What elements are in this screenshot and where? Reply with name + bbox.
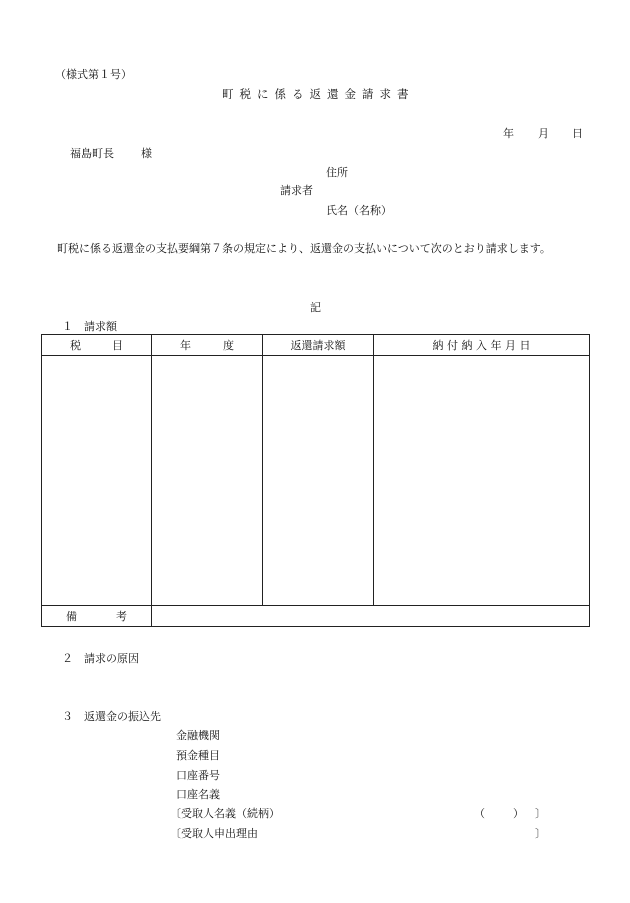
year-cell[interactable] — [152, 356, 263, 606]
tax-cell[interactable] — [42, 356, 152, 606]
col-date-header: 納 付 納 入 年 月 日 — [374, 335, 590, 356]
amount-cell[interactable] — [263, 356, 374, 606]
recipient-paren-close: ） — [513, 807, 524, 820]
body-text: 町税に係る返還金の支払要綱第７条の規定により、返還金の支払いについて次のとおり請求します。 — [57, 242, 551, 255]
deposit-type-label: 預金種目 — [176, 749, 220, 762]
requester-label: 請求者 — [280, 184, 313, 197]
recipient-bracket-close: 〕 — [535, 807, 546, 820]
ki-label: 記 — [310, 301, 321, 314]
col-tax-header: 税 目 — [42, 335, 152, 356]
reason-bracket-close: 〕 — [535, 827, 546, 840]
addressee-honorific: 様 — [141, 147, 152, 160]
account-number-label: 口座番号 — [176, 769, 220, 782]
remarks-cell[interactable] — [152, 606, 590, 627]
addressee-name: 福島町長 — [70, 147, 114, 160]
address-label: 住所 — [326, 166, 348, 179]
claim-table — [41, 334, 590, 627]
section2-heading: ２ 請求の原因 — [62, 652, 139, 665]
remarks-row — [42, 606, 590, 627]
section3-heading: ３ 返還金の振込先 — [62, 710, 161, 723]
form-number: （様式第１号） — [55, 68, 132, 81]
date-month-label: 月 — [538, 127, 549, 140]
date-year-label: 年 — [503, 127, 514, 140]
name-label: 氏名（名称） — [326, 204, 392, 217]
table-header-row — [42, 335, 590, 356]
date-day-label: 日 — [572, 127, 583, 140]
remarks-label: 備 考 — [42, 606, 152, 627]
table-body-row — [42, 356, 590, 606]
account-holder-label: 口座名義 — [176, 788, 220, 801]
recipient-name-label: 〔受取人名義（続柄） — [170, 807, 280, 820]
recipient-paren-open: （ — [474, 807, 485, 820]
recipient-reason-label: 〔受取人申出理由 — [170, 827, 258, 840]
col-year-header: 年 度 — [152, 335, 263, 356]
bank-label: 金融機関 — [176, 729, 220, 742]
col-amount-header: 返還請求額 — [263, 335, 374, 356]
section1-heading: １ 請求額 — [62, 320, 117, 333]
date-cell[interactable] — [374, 356, 590, 606]
document-title: 町税に係る返還金請求書 — [222, 87, 415, 101]
